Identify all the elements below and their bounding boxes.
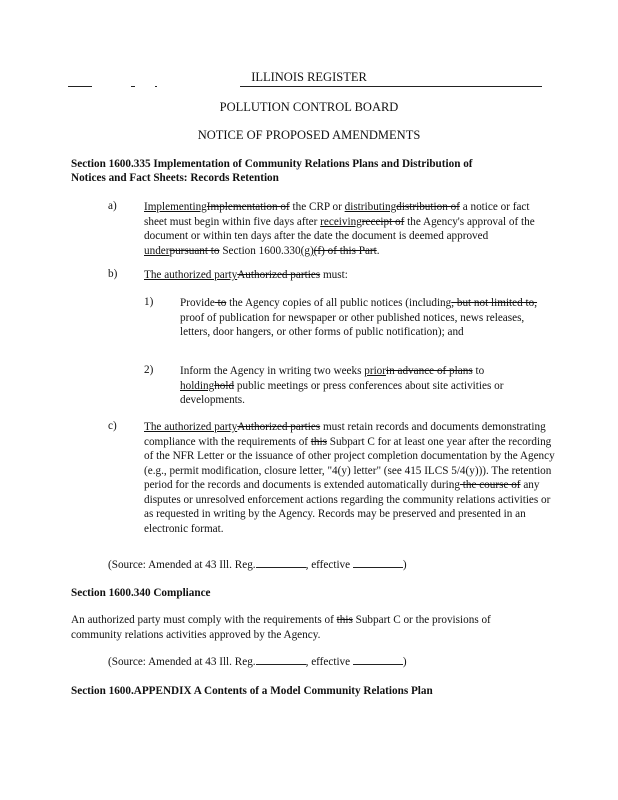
subsection-c-label: c)	[108, 420, 117, 432]
insertion: Implementing	[144, 201, 207, 213]
blank-effective-date	[353, 655, 403, 665]
deletion: to	[214, 297, 227, 309]
section-335-heading	[71, 157, 561, 185]
subsection-a-label: a)	[108, 200, 117, 212]
deletion: Authorized parties	[237, 269, 321, 281]
deletion: in advance of plans	[386, 365, 473, 377]
insertion: receiving	[320, 215, 362, 228]
register-title: ILLINOIS REGISTER	[251, 70, 367, 84]
appendix-a-heading: Section 1600.APPENDIX A Contents of a Model Community Relations Plan	[71, 685, 433, 697]
item-2-label: 2)	[144, 364, 154, 376]
subsection-b-label: b)	[108, 268, 118, 280]
insertion: distributing	[344, 201, 397, 213]
item-1-label: 1)	[144, 296, 154, 308]
section-335-heading-line2: Notices and Fact Sheets: Records Retention	[71, 172, 279, 184]
item-1-text: Provide to the Agency copies of all public notices (including, but not limited to, proof of publication for newspaper or other published notices, news releases, letters, door hangers, or other forms of public notification); and	[180, 297, 538, 338]
deletion: Authorized parties	[237, 421, 321, 433]
notice-title: NOTICE OF PROPOSED AMENDMENTS	[197, 128, 421, 142]
blank-reg-number	[256, 655, 306, 665]
deletion: this	[310, 435, 327, 448]
header-rule-dash	[68, 86, 92, 87]
deletion: , but not limited to,	[451, 297, 538, 309]
header-rule-dot	[131, 86, 135, 87]
deletion: receipt of	[361, 215, 405, 228]
section-335-heading-line1: Section 1600.335 Implementation of Community Relations Plans and Distribution of	[71, 158, 473, 170]
insertion: The authorized party	[144, 421, 238, 433]
insertion: holding	[180, 379, 215, 392]
subsection-b-text: The authorized partyAuthorized parties must:	[144, 269, 348, 281]
deletion: the course of	[459, 479, 521, 491]
insertion: under	[144, 244, 170, 257]
deletion: pursuant to	[169, 244, 220, 257]
deletion: this	[336, 614, 353, 626]
source-note-340: (Source: Amended at 43 Ill. Reg. , effective )	[108, 656, 407, 668]
subsection-a-text: ImplementingImplementation of the CRP or distributingdistribution of a notice or fact sheet must begin within five days after receivingreceipt of the Agency's approval of the document or within ten days after the date the document is deemed approved underpursuant to Section 1600.330(g)(f) of this Part.	[144, 201, 535, 257]
insertion: (g)	[300, 244, 314, 257]
header-rule	[240, 86, 542, 87]
section-340-heading: Section 1600.340 Compliance	[71, 587, 211, 599]
deletion: distribution of	[396, 201, 460, 213]
deletion: Implementation of	[206, 201, 290, 213]
header-rule-dot-2	[155, 86, 157, 87]
deletion: (f) of this Part	[313, 244, 377, 257]
insertion: The authorized party	[144, 269, 238, 281]
blank-effective-date	[353, 558, 403, 568]
subsection-c-text: The authorized partyAuthorized parties must retain records and documents demonstrating compliance with the requirements of this Subpart C for at least one year after the recording of the NFR Letter or the issuance of other project completion documentation by the Agency (e.g., permit modification, closure letter, "4(y) letter" (see 415 ILCS 5/4(y))). The retention period for the records and documents is extended automatically during the course of any disputes or unresolved enforcement actions regarding the community relations activities or as requested in writing by the Agency. Records may be preserved and presented in an electronic format.	[144, 421, 555, 535]
section-340-text: An authorized party must comply with the requirements of this Subpart C or the provisions of community relations activities approved by the Agency.	[71, 614, 491, 641]
deletion: hold	[214, 379, 235, 392]
insertion: prior	[364, 365, 386, 377]
blank-reg-number	[256, 558, 306, 568]
source-note-335: (Source: Amended at 43 Ill. Reg. , effective )	[108, 559, 407, 571]
item-2-text: Inform the Agency in writing two weeks priorin advance of plans to holdinghold public meetings or press conferences about site activities or developments.	[180, 365, 504, 406]
agency-title: POLLUTION CONTROL BOARD	[219, 100, 399, 114]
